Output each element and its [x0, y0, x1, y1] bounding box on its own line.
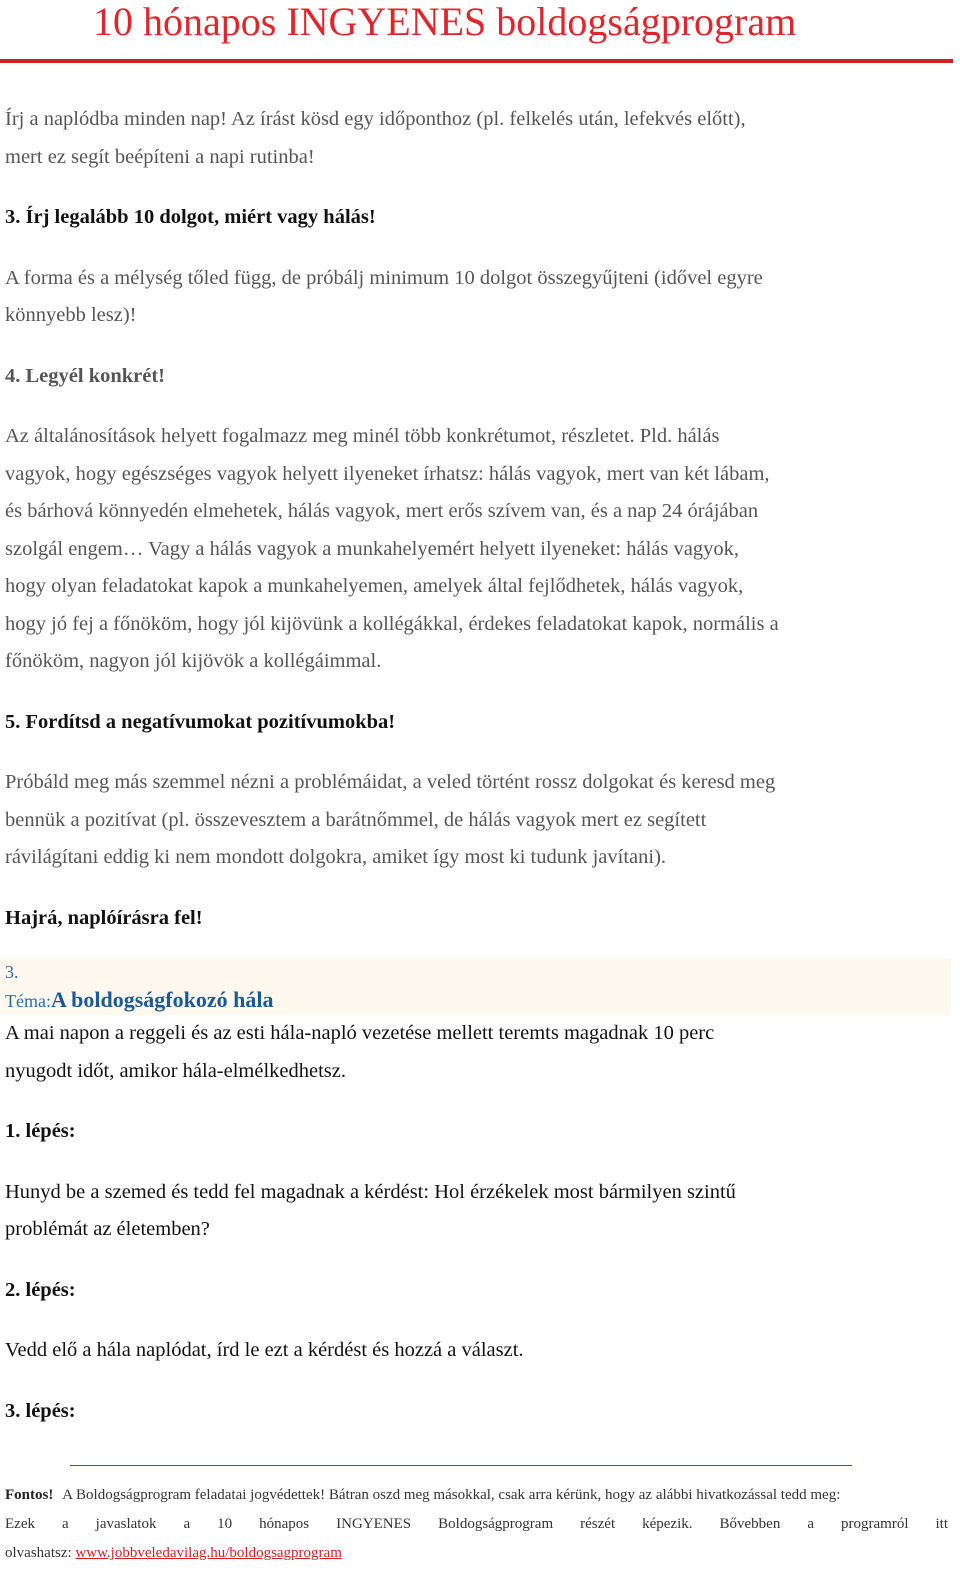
program-link[interactable]: www.jobbveledavilag.hu/boldogsagprogram [75, 1545, 342, 1561]
cheer-heading: Hajrá, naplóírásra fel! [5, 906, 203, 929]
step5-heading: 5. Fordítsd a negatívumokat pozitívumokba! [5, 710, 396, 733]
step5-text: bennük a pozitívat (pl. összevesztem a barátnőmmel, de hálás vagyok mert ez segített [5, 808, 707, 831]
footer-divider [70, 1465, 852, 1466]
footer-line [5, 1481, 948, 1510]
intro-line: mert ez segít beépíteni a napi rutinba! [5, 145, 315, 168]
step4-text: szolgál engem… Vagy a hálás vagyok a munkahelyemért helyett ilyeneket: hálás vagyok, [5, 537, 739, 560]
footer-line: Ezek a javaslatok a 10 hónapos INGYENES Boldogságprogram részét képezik. Bővebben a programról itt [5, 1516, 948, 1532]
theme-label: Téma: [5, 991, 51, 1011]
step4-text: főnököm, nagyon jól kijövök a kollégáimmal. [5, 650, 382, 672]
footer-link-prefix: olvashatsz: [5, 1545, 72, 1561]
theme-intro: nyugodt időt, amikor hála-elmélkedhetsz. [5, 1059, 347, 1082]
footer-line [5, 1539, 948, 1568]
theme-title: A boldogságfokozó hála [50, 987, 274, 1012]
step4-heading: 4. Legyél konkrét! [5, 364, 165, 387]
theme-box [0, 959, 951, 1015]
step4-text: hogy jó fej a főnököm, hogy jól kijövünk a kollégákkal, érdekes feladatokat kapok, normális a [5, 612, 779, 635]
lepes1-heading: 1. lépés: [5, 1120, 76, 1142]
lepes1-text: Hunyd be a szemed és tedd fel magadnak a kérdést: Hol érzékelek most bármilyen szintű [5, 1180, 736, 1203]
lepes2-text: Vedd elő a hála naplódat, írd le ezt a kérdést és hozzá a választ. [5, 1339, 524, 1361]
step3-text: könnyebb lesz)! [5, 304, 137, 326]
footer-fontos-label: Fontos! [5, 1487, 54, 1503]
lepes1-text: problémát az életemben? [5, 1218, 210, 1240]
step5-text: Próbáld meg más szemmel nézni a problémáidat, a veled történt rossz dolgokat és keresd meg [5, 771, 776, 793]
step4-text: hogy olyan feladatokat kapok a munkahelyemen, amelyek által fejlődhetek, hálás vagyok, [5, 575, 744, 597]
step5-text: rávilágítani eddig ki nem mondott dolgokra, amiket így most ki tudunk javítani). [5, 846, 667, 868]
step4-text: Az általánosítások helyett fogalmazz meg minél több konkrétumot, részletet. Pld. hálás [5, 425, 720, 447]
theme-number: 3. [5, 962, 19, 982]
intro-line: Írj a naplódba minden nap! Az írást kösd egy időponthoz (pl. felkelés után, lefekvés előtt), [5, 108, 746, 130]
title-divider [0, 59, 953, 63]
step3-text: A forma és a mélység tőled függ, de próbálj minimum 10 dolgot összegyűjteni (idővel egyre [5, 266, 763, 289]
theme-intro: A mai napon a reggeli és az esti hála-napló vezetése mellett teremts magadnak 10 perc [5, 1022, 715, 1044]
document-body [5, 101, 951, 1430]
lepes3-heading: 3. lépés: [5, 1399, 76, 1422]
lepes2-heading: 2. lépés: [5, 1278, 76, 1301]
step3-heading: 3. Írj legalább 10 dolgot, miért vagy hálás! [5, 206, 376, 228]
footer [5, 1481, 948, 1568]
page-title: 10 hónapos INGYENES boldogságprogram [93, 0, 797, 44]
step4-text: vagyok, hogy egészséges vagyok helyett ilyeneket írhatsz: hálás vagyok, mert van két lábam, [5, 462, 770, 485]
footer-copyright-text: A Boldogságprogram feladatai jogvédettek! Bátran oszd meg másokkal, csak arra kérünk, hogy az alábbi hivatkozással tedd meg: [62, 1487, 841, 1503]
step4-text: és bárhová könnyedén elmehetek, hálás vagyok, mert erős szívem van, és a nap 24 órájában [5, 500, 759, 522]
